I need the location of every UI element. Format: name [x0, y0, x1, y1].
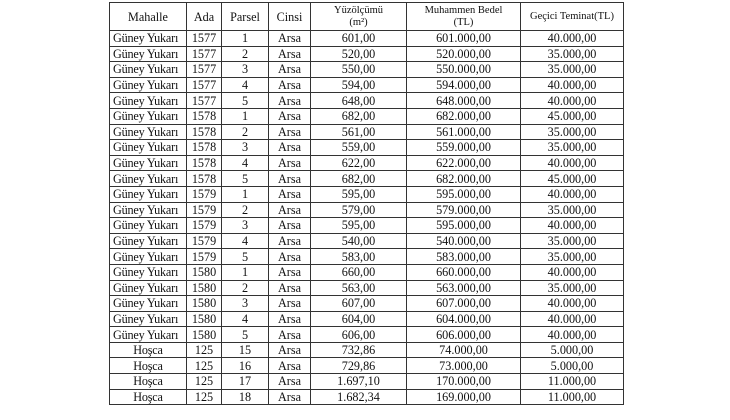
cell-mahalle: Güney Yukarı	[110, 296, 187, 312]
header-mahalle: Mahalle	[110, 3, 187, 31]
cell-ada: 1579	[187, 249, 222, 265]
cell-gecici-teminat: 45.000,00	[521, 171, 624, 187]
cell-ada: 1580	[187, 264, 222, 280]
cell-muhammen-bedel: 604.000,00	[407, 311, 521, 327]
cell-ada: 1578	[187, 155, 222, 171]
cell-ada: 125	[187, 342, 222, 358]
cell-mahalle: Güney Yukarı	[110, 77, 187, 93]
table-row	[110, 311, 624, 327]
cell-gecici-teminat: 45.000,00	[521, 108, 624, 124]
cell-parsel: 2	[222, 124, 269, 140]
header-yuzolcumu-line1: Yüzölçümü	[334, 4, 383, 16]
cell-gecici-teminat: 35.000,00	[521, 202, 624, 218]
cell-mahalle: Hoşca	[110, 389, 187, 405]
cell-yuzolcumu: 648,00	[311, 93, 407, 109]
cell-gecici-teminat: 11.000,00	[521, 374, 624, 390]
cell-muhammen-bedel: 561.000,00	[407, 124, 521, 140]
cell-cinsi: Arsa	[269, 296, 311, 312]
cell-parsel: 5	[222, 249, 269, 265]
cell-ada: 1578	[187, 124, 222, 140]
table-row	[110, 124, 624, 140]
cell-gecici-teminat: 40.000,00	[521, 31, 624, 47]
header-ada: Ada	[187, 3, 222, 31]
cell-muhammen-bedel: 648.000,00	[407, 93, 521, 109]
cell-parsel: 1	[222, 31, 269, 47]
cell-ada: 1580	[187, 280, 222, 296]
cell-cinsi: Arsa	[269, 93, 311, 109]
cell-mahalle: Güney Yukarı	[110, 186, 187, 202]
cell-yuzolcumu: 622,00	[311, 155, 407, 171]
table-row	[110, 77, 624, 93]
cell-ada: 1577	[187, 93, 222, 109]
cell-ada: 1577	[187, 46, 222, 62]
cell-parsel: 1	[222, 108, 269, 124]
cell-yuzolcumu: 732,86	[311, 342, 407, 358]
cell-parsel: 4	[222, 233, 269, 249]
cell-ada: 1580	[187, 327, 222, 343]
cell-cinsi: Arsa	[269, 171, 311, 187]
table-row	[110, 296, 624, 312]
table-row	[110, 46, 624, 62]
cell-mahalle: Güney Yukarı	[110, 264, 187, 280]
cell-yuzolcumu: 559,00	[311, 140, 407, 156]
cell-yuzolcumu: 606,00	[311, 327, 407, 343]
cell-parsel: 5	[222, 327, 269, 343]
cell-cinsi: Arsa	[269, 327, 311, 343]
table-row	[110, 342, 624, 358]
cell-ada: 1577	[187, 62, 222, 78]
cell-ada: 1580	[187, 311, 222, 327]
cell-gecici-teminat: 5.000,00	[521, 358, 624, 374]
cell-muhammen-bedel: 595.000,00	[407, 218, 521, 234]
cell-mahalle: Güney Yukarı	[110, 108, 187, 124]
cell-gecici-teminat: 40.000,00	[521, 218, 624, 234]
table-row	[110, 374, 624, 390]
cell-yuzolcumu: 583,00	[311, 249, 407, 265]
cell-gecici-teminat: 5.000,00	[521, 342, 624, 358]
cell-parsel: 18	[222, 389, 269, 405]
cell-ada: 1579	[187, 202, 222, 218]
cell-yuzolcumu: 729,86	[311, 358, 407, 374]
cell-parsel: 2	[222, 280, 269, 296]
cell-parsel: 3	[222, 140, 269, 156]
header-muhammen-line1: Muhammen Bedel	[424, 4, 503, 16]
table-row	[110, 233, 624, 249]
cell-ada: 1579	[187, 218, 222, 234]
cell-muhammen-bedel: 607.000,00	[407, 296, 521, 312]
cell-ada: 1577	[187, 77, 222, 93]
cell-parsel: 3	[222, 218, 269, 234]
cell-ada: 1580	[187, 296, 222, 312]
table-header-row	[110, 3, 624, 31]
table-row	[110, 202, 624, 218]
cell-parsel: 1	[222, 186, 269, 202]
cell-gecici-teminat: 35.000,00	[521, 280, 624, 296]
table-row	[110, 186, 624, 202]
cell-cinsi: Arsa	[269, 389, 311, 405]
cell-yuzolcumu: 682,00	[311, 171, 407, 187]
cell-mahalle: Güney Yukarı	[110, 140, 187, 156]
cell-parsel: 17	[222, 374, 269, 390]
cell-muhammen-bedel: 579.000,00	[407, 202, 521, 218]
header-yuzolcumu-line2: (m²)	[349, 16, 368, 28]
header-muhammen-bedel	[407, 3, 521, 31]
cell-yuzolcumu: 682,00	[311, 108, 407, 124]
cell-mahalle: Güney Yukarı	[110, 155, 187, 171]
cell-gecici-teminat: 35.000,00	[521, 124, 624, 140]
cell-yuzolcumu: 595,00	[311, 186, 407, 202]
cell-parsel: 5	[222, 93, 269, 109]
cell-yuzolcumu: 604,00	[311, 311, 407, 327]
cell-muhammen-bedel: 606.000,00	[407, 327, 521, 343]
cell-cinsi: Arsa	[269, 31, 311, 47]
cell-muhammen-bedel: 559.000,00	[407, 140, 521, 156]
cell-yuzolcumu: 520,00	[311, 46, 407, 62]
cell-gecici-teminat: 40.000,00	[521, 77, 624, 93]
cell-muhammen-bedel: 583.000,00	[407, 249, 521, 265]
cell-ada: 1577	[187, 31, 222, 47]
cell-muhammen-bedel: 660.000,00	[407, 264, 521, 280]
cell-mahalle: Güney Yukarı	[110, 31, 187, 47]
cell-muhammen-bedel: 595.000,00	[407, 186, 521, 202]
cell-gecici-teminat: 40.000,00	[521, 155, 624, 171]
cell-mahalle: Güney Yukarı	[110, 218, 187, 234]
cell-parsel: 15	[222, 342, 269, 358]
cell-muhammen-bedel: 682.000,00	[407, 108, 521, 124]
cell-mahalle: Güney Yukarı	[110, 249, 187, 265]
cell-gecici-teminat: 35.000,00	[521, 46, 624, 62]
header-muhammen-line2: (TL)	[453, 16, 474, 28]
cell-cinsi: Arsa	[269, 342, 311, 358]
cell-gecici-teminat: 35.000,00	[521, 233, 624, 249]
header-cinsi: Cinsi	[269, 3, 311, 31]
cell-parsel: 3	[222, 296, 269, 312]
header-yuzolcumu	[311, 3, 407, 31]
header-parsel: Parsel	[222, 3, 269, 31]
cell-mahalle: Güney Yukarı	[110, 93, 187, 109]
cell-gecici-teminat: 40.000,00	[521, 311, 624, 327]
cell-cinsi: Arsa	[269, 77, 311, 93]
cell-cinsi: Arsa	[269, 264, 311, 280]
cell-yuzolcumu: 1.697,10	[311, 374, 407, 390]
table-row	[110, 108, 624, 124]
cell-ada: 1578	[187, 140, 222, 156]
cell-yuzolcumu: 563,00	[311, 280, 407, 296]
cell-parsel: 2	[222, 46, 269, 62]
cell-yuzolcumu: 607,00	[311, 296, 407, 312]
cell-gecici-teminat: 40.000,00	[521, 93, 624, 109]
cell-yuzolcumu: 595,00	[311, 218, 407, 234]
header-gecici-teminat: Geçici Teminat(TL)	[521, 3, 624, 31]
cell-cinsi: Arsa	[269, 249, 311, 265]
table-row	[110, 249, 624, 265]
cell-ada: 1579	[187, 233, 222, 249]
cell-cinsi: Arsa	[269, 62, 311, 78]
cell-gecici-teminat: 40.000,00	[521, 327, 624, 343]
cell-mahalle: Güney Yukarı	[110, 327, 187, 343]
cell-gecici-teminat: 11.000,00	[521, 389, 624, 405]
cell-ada: 125	[187, 358, 222, 374]
cell-cinsi: Arsa	[269, 358, 311, 374]
cell-yuzolcumu: 561,00	[311, 124, 407, 140]
cell-cinsi: Arsa	[269, 311, 311, 327]
table-row	[110, 218, 624, 234]
cell-cinsi: Arsa	[269, 124, 311, 140]
cell-mahalle: Güney Yukarı	[110, 202, 187, 218]
cell-parsel: 1	[222, 264, 269, 280]
cell-cinsi: Arsa	[269, 280, 311, 296]
table-row	[110, 171, 624, 187]
cell-parsel: 4	[222, 155, 269, 171]
table-row	[110, 140, 624, 156]
cell-yuzolcumu: 579,00	[311, 202, 407, 218]
cell-mahalle: Güney Yukarı	[110, 233, 187, 249]
cell-mahalle: Hoşca	[110, 342, 187, 358]
cell-ada: 1578	[187, 171, 222, 187]
cell-parsel: 4	[222, 311, 269, 327]
cell-gecici-teminat: 35.000,00	[521, 249, 624, 265]
cell-cinsi: Arsa	[269, 186, 311, 202]
cell-cinsi: Arsa	[269, 46, 311, 62]
cell-muhammen-bedel: 601.000,00	[407, 31, 521, 47]
cell-yuzolcumu: 1.682,34	[311, 389, 407, 405]
cell-cinsi: Arsa	[269, 233, 311, 249]
cell-ada: 1578	[187, 108, 222, 124]
cell-muhammen-bedel: 520.000,00	[407, 46, 521, 62]
cell-cinsi: Arsa	[269, 202, 311, 218]
cell-muhammen-bedel: 622.000,00	[407, 155, 521, 171]
cell-mahalle: Güney Yukarı	[110, 46, 187, 62]
cell-cinsi: Arsa	[269, 140, 311, 156]
parcel-table	[109, 2, 624, 405]
cell-gecici-teminat: 40.000,00	[521, 264, 624, 280]
cell-parsel: 2	[222, 202, 269, 218]
cell-muhammen-bedel: 682.000,00	[407, 171, 521, 187]
cell-muhammen-bedel: 594.000,00	[407, 77, 521, 93]
cell-muhammen-bedel: 540.000,00	[407, 233, 521, 249]
cell-mahalle: Güney Yukarı	[110, 124, 187, 140]
cell-mahalle: Güney Yukarı	[110, 280, 187, 296]
cell-mahalle: Güney Yukarı	[110, 311, 187, 327]
table-row	[110, 93, 624, 109]
cell-muhammen-bedel: 169.000,00	[407, 389, 521, 405]
cell-yuzolcumu: 550,00	[311, 62, 407, 78]
cell-muhammen-bedel: 170.000,00	[407, 374, 521, 390]
cell-yuzolcumu: 594,00	[311, 77, 407, 93]
cell-gecici-teminat: 40.000,00	[521, 186, 624, 202]
cell-parsel: 4	[222, 77, 269, 93]
table-row	[110, 327, 624, 343]
cell-yuzolcumu: 660,00	[311, 264, 407, 280]
cell-muhammen-bedel: 73.000,00	[407, 358, 521, 374]
cell-mahalle: Güney Yukarı	[110, 62, 187, 78]
cell-muhammen-bedel: 550.000,00	[407, 62, 521, 78]
cell-cinsi: Arsa	[269, 218, 311, 234]
cell-yuzolcumu: 601,00	[311, 31, 407, 47]
table-row	[110, 389, 624, 405]
cell-gecici-teminat: 35.000,00	[521, 140, 624, 156]
cell-ada: 125	[187, 374, 222, 390]
table-row	[110, 155, 624, 171]
cell-mahalle: Hoşca	[110, 374, 187, 390]
cell-muhammen-bedel: 74.000,00	[407, 342, 521, 358]
cell-cinsi: Arsa	[269, 108, 311, 124]
table-row	[110, 264, 624, 280]
table-row	[110, 62, 624, 78]
cell-ada: 125	[187, 389, 222, 405]
cell-mahalle: Güney Yukarı	[110, 171, 187, 187]
cell-gecici-teminat: 35.000,00	[521, 62, 624, 78]
cell-ada: 1579	[187, 186, 222, 202]
cell-cinsi: Arsa	[269, 155, 311, 171]
table-row	[110, 280, 624, 296]
cell-parsel: 5	[222, 171, 269, 187]
cell-cinsi: Arsa	[269, 374, 311, 390]
cell-gecici-teminat: 40.000,00	[521, 296, 624, 312]
parcel-table-container	[109, 2, 624, 405]
table-body	[110, 31, 624, 405]
table-row	[110, 358, 624, 374]
cell-parsel: 16	[222, 358, 269, 374]
cell-parsel: 3	[222, 62, 269, 78]
table-row	[110, 31, 624, 47]
cell-yuzolcumu: 540,00	[311, 233, 407, 249]
cell-mahalle: Hoşca	[110, 358, 187, 374]
cell-muhammen-bedel: 563.000,00	[407, 280, 521, 296]
